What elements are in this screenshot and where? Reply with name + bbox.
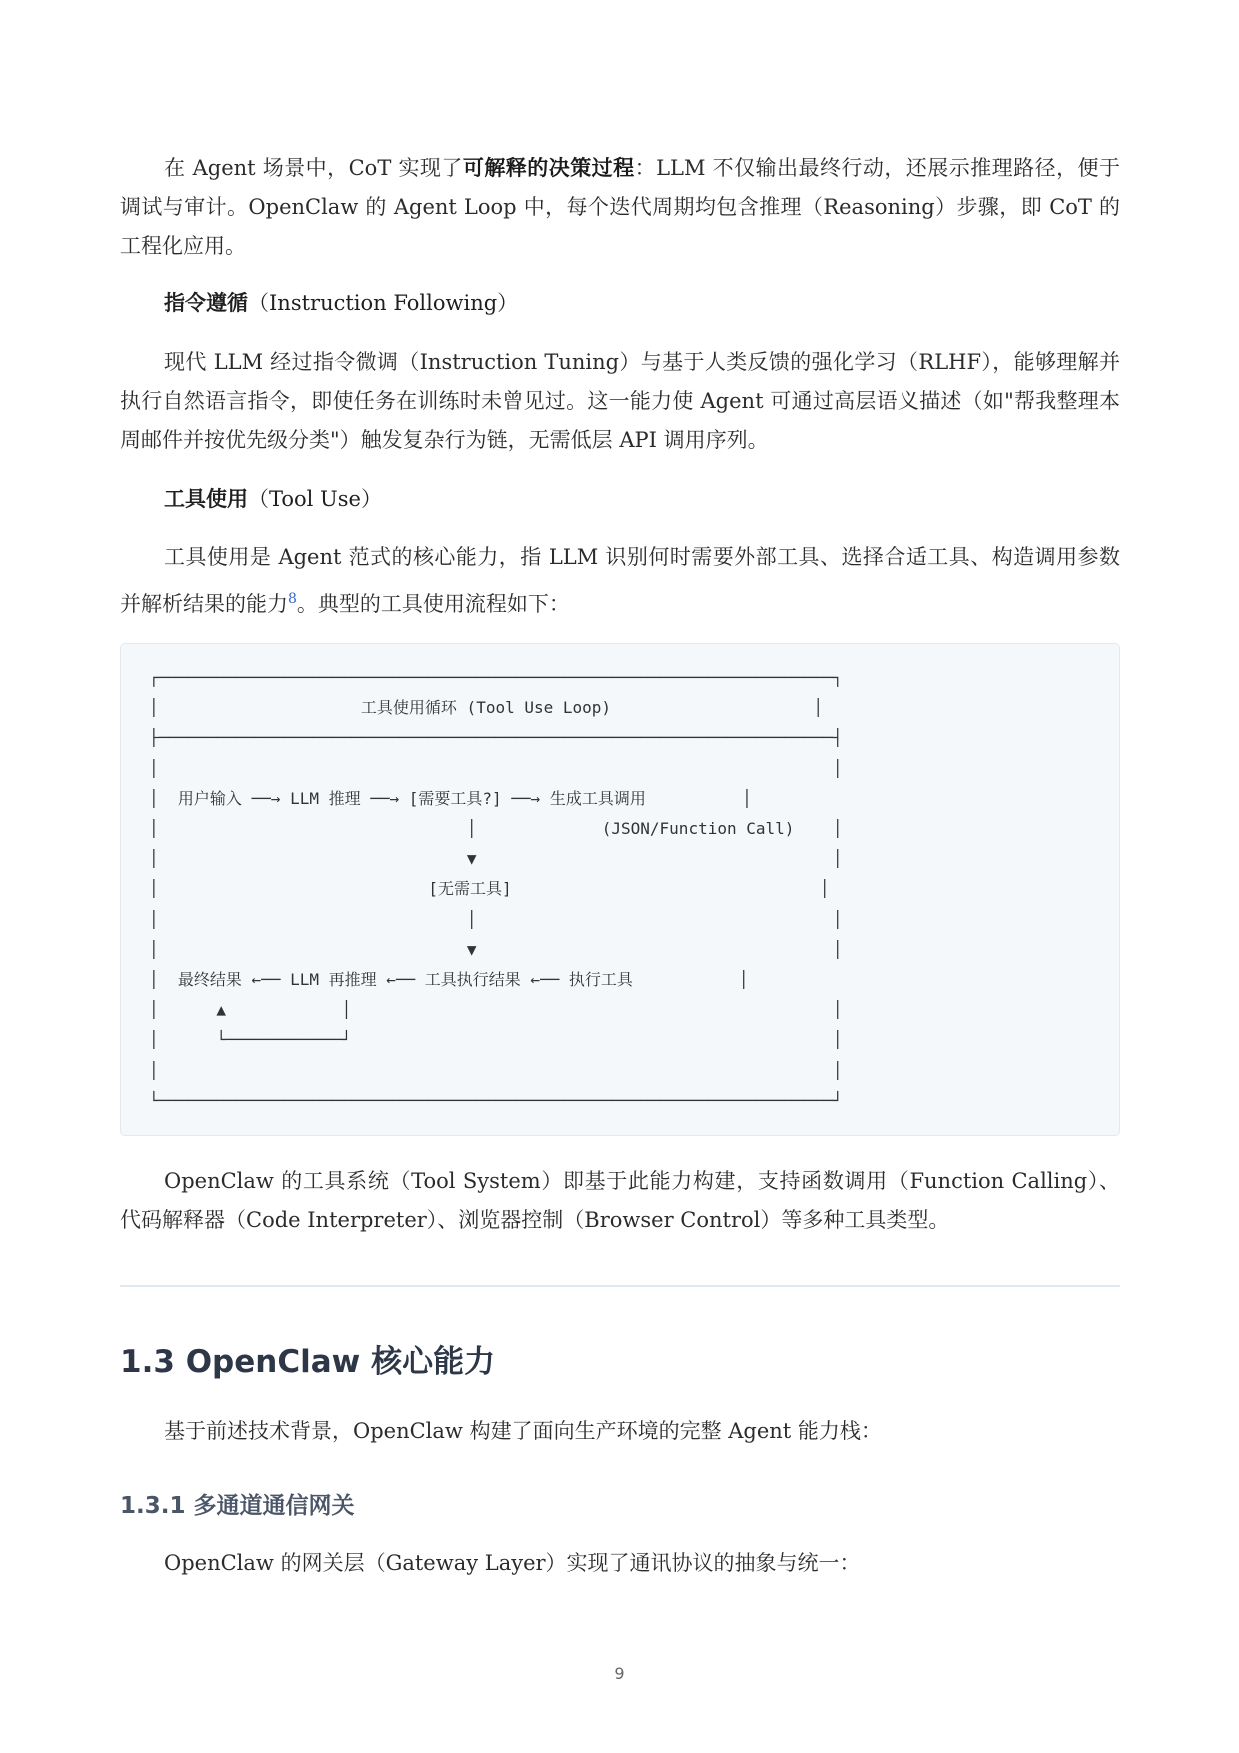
bold-phrase: 可解释的决策过程	[462, 155, 635, 180]
subsection-title: 1.3.1 多通道通信网关	[120, 1493, 355, 1519]
code-block-tool-loop	[120, 643, 1120, 1136]
code-line: └──────────────────────────────────────────────────────────────────────┘	[149, 1090, 843, 1110]
code-line: │ 用户输入 ──→ LLM 推理 ──→ [需要工具?] ──→ 生成工具调用 │	[149, 788, 752, 808]
text: 工具使用是 Agent 范式的核心能力，指 LLM 识别何时需要外部工具、选择合适工具、构造调用参数并解析结果的能力	[120, 545, 1120, 616]
heading-instruction-following	[120, 283, 1164, 323]
code-line: │ │ │	[149, 909, 843, 929]
code-line: │ │	[149, 1060, 843, 1080]
code-line: ┌──────────────────────────────────────────────────────────────────────┐	[149, 668, 843, 687]
paragraph-instruction: 现代 LLM 经过指令微调（Instruction Tuning）与基于人类反馈的强化学习（RLHF），能够理解并执行自然语言指令，即使任务在训练时未曾见过。这一能力使 Agent 可通过高层语义描述（如"帮我整理本周邮件并按优先级分类"）触发复杂行为链，无需低层 API 调用序列。	[120, 350, 1120, 452]
text: 。典型的工具使用流程如下：	[296, 592, 570, 616]
paragraph-cot	[120, 148, 1120, 266]
heading-en: （Instruction Following）	[248, 291, 519, 315]
code-line: ├──────────────────────────────────────────────────────────────────────┤	[149, 728, 843, 748]
code-line: │ └────────────┘ │	[149, 1030, 843, 1050]
section-title: 1.3 OpenClaw 核心能力	[120, 1344, 496, 1380]
heading-zh: 工具使用	[164, 486, 248, 511]
code-line: │ 最终结果 ←── LLM 再推理 ←── 工具执行结果 ←── 执行工具 │	[149, 970, 749, 990]
paragraph-tool-system: OpenClaw 的工具系统（Tool System）即基于此能力构建，支持函数调用（Function Calling）、代码解释器（Code Interpreter）、浏览器控制（Browser Control）等多种工具类型。	[120, 1169, 1120, 1232]
heading-tool-use	[120, 479, 1164, 519]
divider	[120, 1285, 1120, 1287]
footnote-link[interactable]: 8	[288, 591, 297, 607]
text: ：LLM 不仅输出最终行动，还展示推理路径，便于调试与审计。OpenClaw 的 Agent Loop 中，每个迭代周期均包含推理（Reasoning）步骤，即 CoT 的工程化应用。	[120, 156, 1120, 258]
paragraph-capability: 基于前述技术背景，OpenClaw 构建了面向生产环境的完整 Agent 能力栈：	[164, 1419, 882, 1443]
paragraph-tool-use	[120, 536, 1120, 625]
text: 在 Agent 场景中，CoT 实现了	[164, 156, 463, 180]
code-line: │ │ (JSON/Function Call) │	[149, 819, 843, 839]
heading-en: （Tool Use）	[248, 487, 382, 511]
code-line: │ 工具使用循环 (Tool Use Loop) │	[149, 698, 823, 718]
code-line: │ ▲ │ │	[149, 1000, 843, 1020]
code-line: │ ▼ │	[149, 939, 843, 959]
page-number: 9	[614, 1664, 625, 1683]
code-line: │ [无需工具] │	[149, 879, 830, 899]
code-line: │ │	[149, 758, 843, 778]
paragraph-gateway: OpenClaw 的网关层（Gateway Layer）实现了通讯协议的抽象与统一：	[164, 1551, 861, 1575]
code-text	[149, 663, 843, 1116]
code-line: │ ▼ │	[149, 849, 843, 869]
heading-zh: 指令遵循	[164, 290, 248, 315]
